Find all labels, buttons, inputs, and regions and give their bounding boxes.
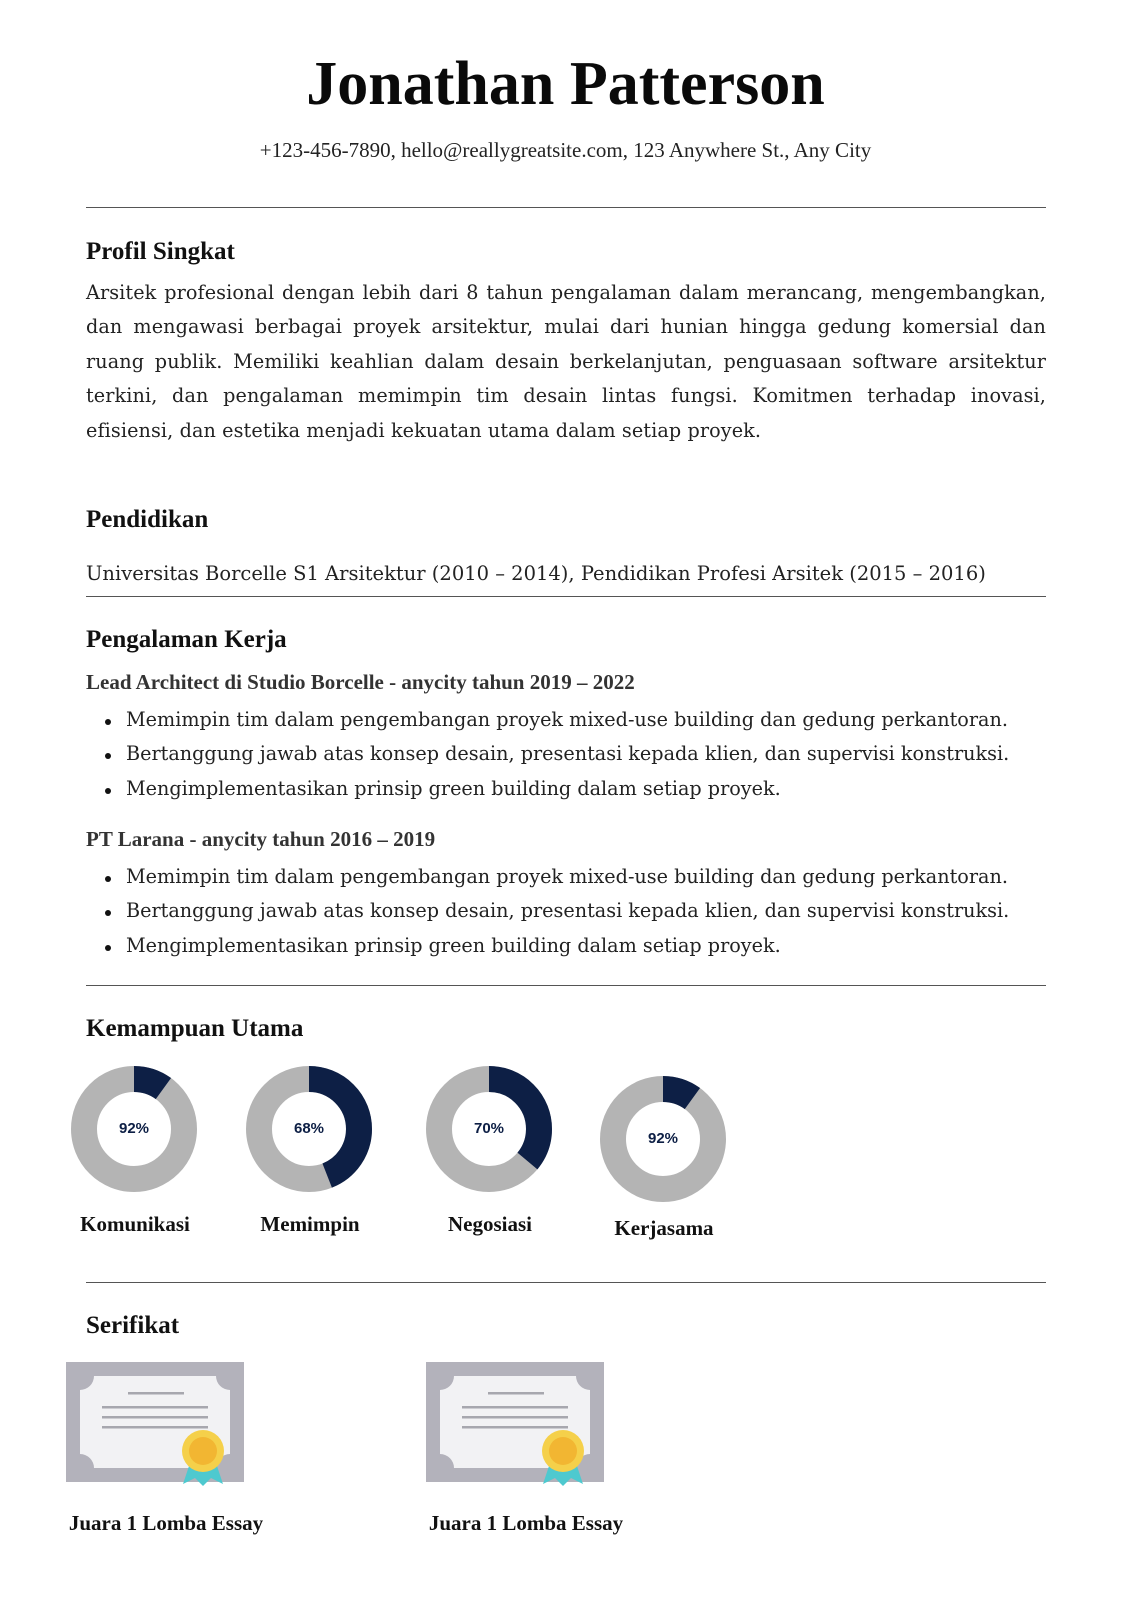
certificate-label: Juara 1 Lomba Essay	[428, 1511, 624, 1535]
education-details: Universitas Borcelle S1 Arsitektur (2010 – 2014), Pendidikan Profesi Arsitek (2015 – 2016)	[86, 562, 986, 585]
section-heading-education: Pendidikan	[86, 506, 209, 533]
list-item: Mengimplementasikan prinsip green building dalam setiap proyek.	[104, 929, 1064, 963]
list-item: Bertanggung jawab atas konsep desain, presentasi kepada klien, dan supervisi konstruksi.	[104, 894, 1064, 928]
skill-percent: 92%	[118, 1120, 150, 1137]
skill-percent: 92%	[647, 1130, 679, 1147]
section-heading-certificates: Serifikat	[86, 1312, 180, 1339]
skill-label: Kerjasama	[614, 1216, 714, 1240]
certificate-icon	[426, 1362, 606, 1497]
job-title: PT Larana - anycity tahun 2016 – 2019	[86, 827, 436, 851]
certificate-icon	[66, 1362, 246, 1497]
skill-negosiasi	[425, 1065, 575, 1236]
list-item: Memimpin tim dalam pengembangan proyek mixed-use building dan gedung perkantoran.	[104, 860, 1064, 894]
candidate-name: Jonathan Patterson	[306, 50, 825, 118]
divider	[86, 207, 1046, 208]
skill-komunikasi	[70, 1065, 220, 1236]
divider	[86, 1282, 1046, 1283]
divider	[86, 596, 1046, 597]
skill-donut-chart	[599, 1075, 727, 1203]
profile-summary: Arsitek profesional dengan lebih dari 8 tahun pengalaman dalam merancang, mengembangkan, dan mengawasi berbagai proyek arsitektur, mulai dari hunian hingga gedung komersial dan ruang publik. Memiliki keahlian dalam desain berkelanjutan, penguasaan software arsitektur terkini, dan pengalaman memimpin tim desain lintas fungsi. Komitmen terhadap inovasi, efisiensi, dan estetika menjadi kekuatan utama dalam setiap proyek.	[86, 281, 1046, 442]
job-responsibilities	[104, 860, 1064, 963]
skill-donut-chart	[70, 1065, 198, 1193]
list-item: Mengimplementasikan prinsip green building dalam setiap proyek.	[104, 772, 1064, 806]
skill-percent: 68%	[293, 1120, 325, 1137]
list-item: Bertanggung jawab atas konsep desain, presentasi kepada klien, dan supervisi konstruksi.	[104, 737, 1064, 771]
section-heading-profile: Profil Singkat	[86, 238, 235, 265]
skill-kerjasama	[599, 1075, 749, 1240]
skill-label: Negosiasi	[448, 1212, 532, 1236]
job-title: Lead Architect di Studio Borcelle - anycity tahun 2019 – 2022	[86, 670, 635, 694]
skill-donut-chart	[245, 1065, 373, 1193]
list-item: Memimpin tim dalam pengembangan proyek mixed-use building dan gedung perkantoran.	[104, 703, 1064, 737]
section-heading-skills: Kemampuan Utama	[86, 1015, 304, 1042]
certificate-label: Juara 1 Lomba Essay	[68, 1511, 264, 1535]
skill-percent: 70%	[473, 1120, 505, 1137]
job-responsibilities	[104, 703, 1064, 806]
medal-center	[189, 1437, 217, 1465]
medal-center	[549, 1437, 577, 1465]
section-heading-experience: Pengalaman Kerja	[86, 626, 287, 653]
skill-memimpin	[245, 1065, 395, 1236]
divider	[86, 985, 1046, 986]
skill-donut-chart	[425, 1065, 553, 1193]
certificate-item	[66, 1362, 326, 1542]
skill-label: Komunikasi	[80, 1212, 190, 1236]
contact-info: +123-456-7890, hello@reallygreatsite.com, 123 Anywhere St., Any City	[259, 138, 872, 162]
skill-label: Memimpin	[260, 1212, 360, 1236]
certificate-item	[426, 1362, 686, 1542]
